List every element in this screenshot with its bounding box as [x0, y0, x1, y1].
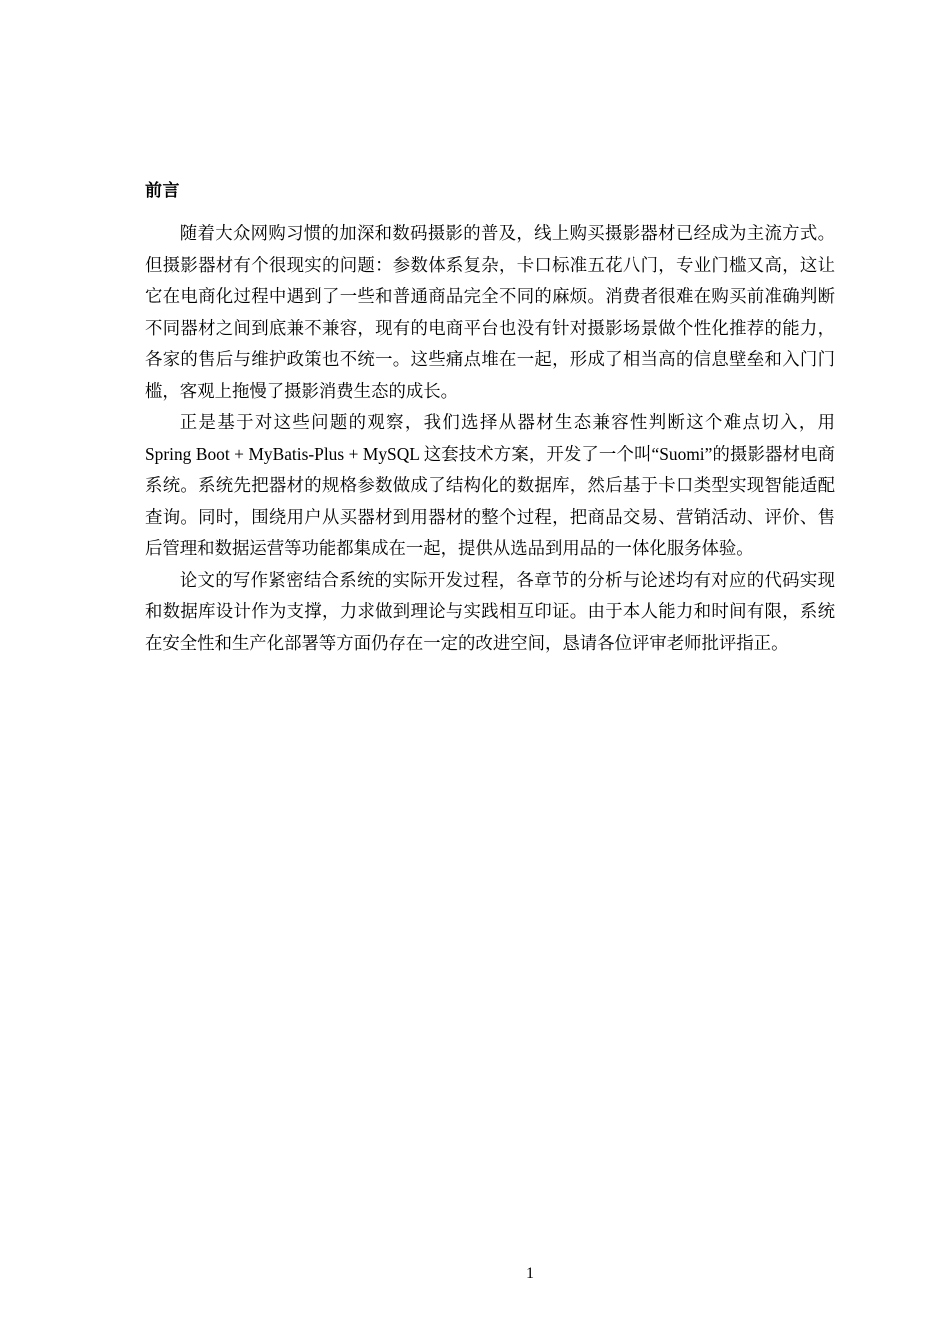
section-heading: 前言	[145, 181, 180, 201]
page-content	[145, 178, 835, 659]
paragraph-2: 正是基于对这些问题的观察，我们选择从器材生态兼容性判断这个难点切入，用 Spring Boot + MyBatis-Plus + MySQL 这套技术方案，开发了一个叫“Suomi”的摄影器材电商系统。系统先把器材的规格参数做成了结构化的数据库，然后基于卡口类型实现智能适配查询。同时，围绕用户从买器材到用器材的整个过程，把商品交易、营销活动、评价、售后管理和数据运营等功能都集成在一起，提供从选品到用品的一体化服务体验。	[145, 412, 835, 558]
paragraph-1: 随着大众网购习惯的加深和数码摄影的普及，线上购买摄影器材已经成为主流方式。但摄影器材有个很现实的问题：参数体系复杂，卡口标准五花八门，专业门槛又高，这让它在电商化过程中遇到了一些和普通商品完全不同的麻烦。消费者很难在购买前准确判断不同器材之间到底兼不兼容，现有的电商平台也没有针对摄影场景做个性化推荐的能力，各家的售后与维护政策也不统一。这些痛点堆在一起，形成了相当高的信息壁垒和入门门槛，客观上拖慢了摄影消费生态的成长。	[145, 223, 835, 401]
paragraph-3: 论文的写作紧密结合系统的实际开发过程，各章节的分析与论述均有对应的代码实现和数据库设计作为支撑，力求做到理论与实践相互印证。由于本人能力和时间有限，系统在安全性和生产化部署等方面仍存在一定的改进空间，恳请各位评审老师批评指正。	[145, 569, 835, 653]
page-number: 1	[526, 1265, 534, 1282]
